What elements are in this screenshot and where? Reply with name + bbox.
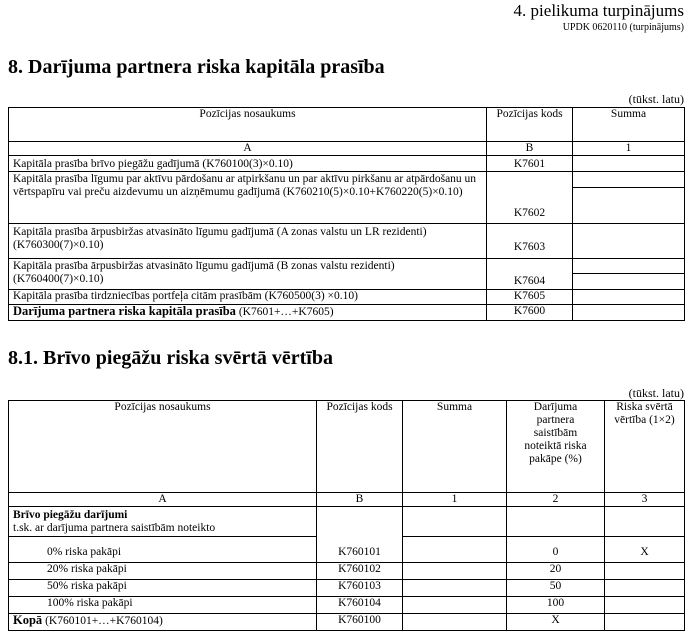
col-code-header: Pozīcijas kods [487,108,573,142]
table-row [9,172,685,224]
total-name-bold: Darījuma partnera riska kapitāla prasība [13,304,236,318]
weighted-value[interactable] [605,597,685,614]
total-sum-cell[interactable] [403,614,507,631]
letters-row [9,493,685,507]
sum-cell[interactable] [403,597,507,614]
letter-1: 1 [403,493,507,507]
total-row [9,305,685,321]
col-weighted-header: Riska svērtā vērtība (1×2) [605,401,685,493]
weighted-value[interactable] [605,580,685,597]
row-name: 0% riska pakāpi [9,537,317,563]
group-row [9,507,685,537]
header-row [9,401,685,493]
section-8-heading: 8. Darījuma partnera riska kapitāla prasība [8,56,385,78]
group-label [9,507,317,537]
sum-cell[interactable] [573,224,685,259]
row-code: K760101 [317,537,403,563]
total-name-bold: Kopā [13,613,43,627]
table-row [9,224,685,259]
letter-3: 3 [605,493,685,507]
col-name-header: Pozīcijas nosaukums [9,401,317,493]
row-name: Kapitāla prasība tirdzniecības portfeļa citām prasībām (K760500(3) ×0.10) [9,290,487,305]
weighted-value[interactable] [605,563,685,580]
letters-row [9,142,685,156]
row-code: K760103 [317,580,403,597]
total-sum-cell[interactable] [573,305,685,321]
col-sum-header: Summa [403,401,507,493]
total-name [9,305,487,321]
weighted-cell[interactable] [605,507,685,537]
table-row [9,156,685,172]
sum-cell[interactable] [573,259,685,290]
letter-1: 1 [573,142,685,156]
page-header [514,0,684,34]
table-row [9,290,685,305]
col-code-header: Pozīcijas kods [317,401,403,493]
letter-b: B [317,493,403,507]
sum-cell[interactable] [403,507,507,537]
sum-cell[interactable] [573,156,685,172]
row-code: K7601 [487,156,573,172]
letter-a: A [9,493,317,507]
group-title: Brīvo piegāžu darījumi [13,509,128,521]
row-code: K760104 [317,597,403,614]
total-name-formula: (K760101+…+K760104) [42,615,163,627]
annex-title: 4. pielikuma turpinājums [513,1,684,20]
section-81-table [8,400,685,631]
sum-cell[interactable] [403,580,507,597]
row-code: K7604 [487,259,573,290]
sum-cell[interactable] [403,563,507,580]
section-8-unit: (tūkst. latu) [628,92,684,106]
row-name: Kapitāla prasība līgumu par aktīvu pārdošanu ar atpirkšanu un par aktīvu pirkšanu ar atpārdošanu un vērtspapīru vai preču aizdevumu un aizņēmumu gadījumā (K760210(5)×0.10+K760220(5)×0.10) [9,172,487,224]
total-name [9,614,317,631]
row-code: K760102 [317,563,403,580]
empty-cell [317,507,403,537]
row-name: Kapitāla prasība ārpusbiržas atvasināto līgumu gadījumā (B zonas valstu rezidenti) (K760400(7)×0.10) [9,259,487,290]
group-subtitle: t.sk. ar darījuma partnera saistībām noteikto [13,522,216,534]
section-81-heading: 8.1. Brīvo piegāžu riska svērtā vērtība [8,347,333,369]
pct-value: 50 [507,580,605,597]
row-name: Kapitāla prasība ārpusbiržas atvasināto līgumu gadījumā (A zonas valstu un LR rezidenti) (K760300(7)×0.10) [9,224,487,259]
sum-cell[interactable] [573,290,685,305]
header-row [9,108,685,142]
row-name: Kapitāla prasība brīvo piegāžu gadījumā (K760100(3)×0.10) [9,156,487,172]
sum-cell[interactable] [403,537,507,563]
total-pct-value: X [507,614,605,631]
row-name: 50% riska pakāpi [9,580,317,597]
table-row [9,259,685,290]
row-name: 20% riska pakāpi [9,563,317,580]
table-row [9,537,685,563]
row-code: K7602 [487,172,573,224]
total-row [9,614,685,631]
weighted-value: X [605,537,685,563]
total-code: K7600 [487,305,573,321]
letter-a: A [9,142,487,156]
pct-value: 20 [507,563,605,580]
table-row [9,580,685,597]
pct-value: 100 [507,597,605,614]
letter-b: B [487,142,573,156]
form-code: UPDK 0620110 (turpinājums) [562,22,684,33]
total-weighted-cell[interactable] [605,614,685,631]
col-name-header: Pozīcijas nosaukums [9,108,487,142]
section-81-unit: (tūkst. latu) [628,386,684,400]
row-code: K7605 [487,290,573,305]
letter-2: 2 [507,493,605,507]
row-code: K7603 [487,224,573,259]
col-risk-pct-header: Darījuma partnera saistībām noteiktā riska pakāpe (%) [507,401,605,493]
table-row [9,597,685,614]
total-code: K760100 [317,614,403,631]
pct-cell [507,507,605,537]
sum-cell[interactable] [573,172,685,224]
pct-value: 0 [507,537,605,563]
col-sum-header: Summa [573,108,685,142]
total-name-formula: (K7601+…+K7605) [235,306,334,318]
section-8-table [8,107,685,321]
row-name: 100% riska pakāpi [9,597,317,614]
table-row [9,563,685,580]
